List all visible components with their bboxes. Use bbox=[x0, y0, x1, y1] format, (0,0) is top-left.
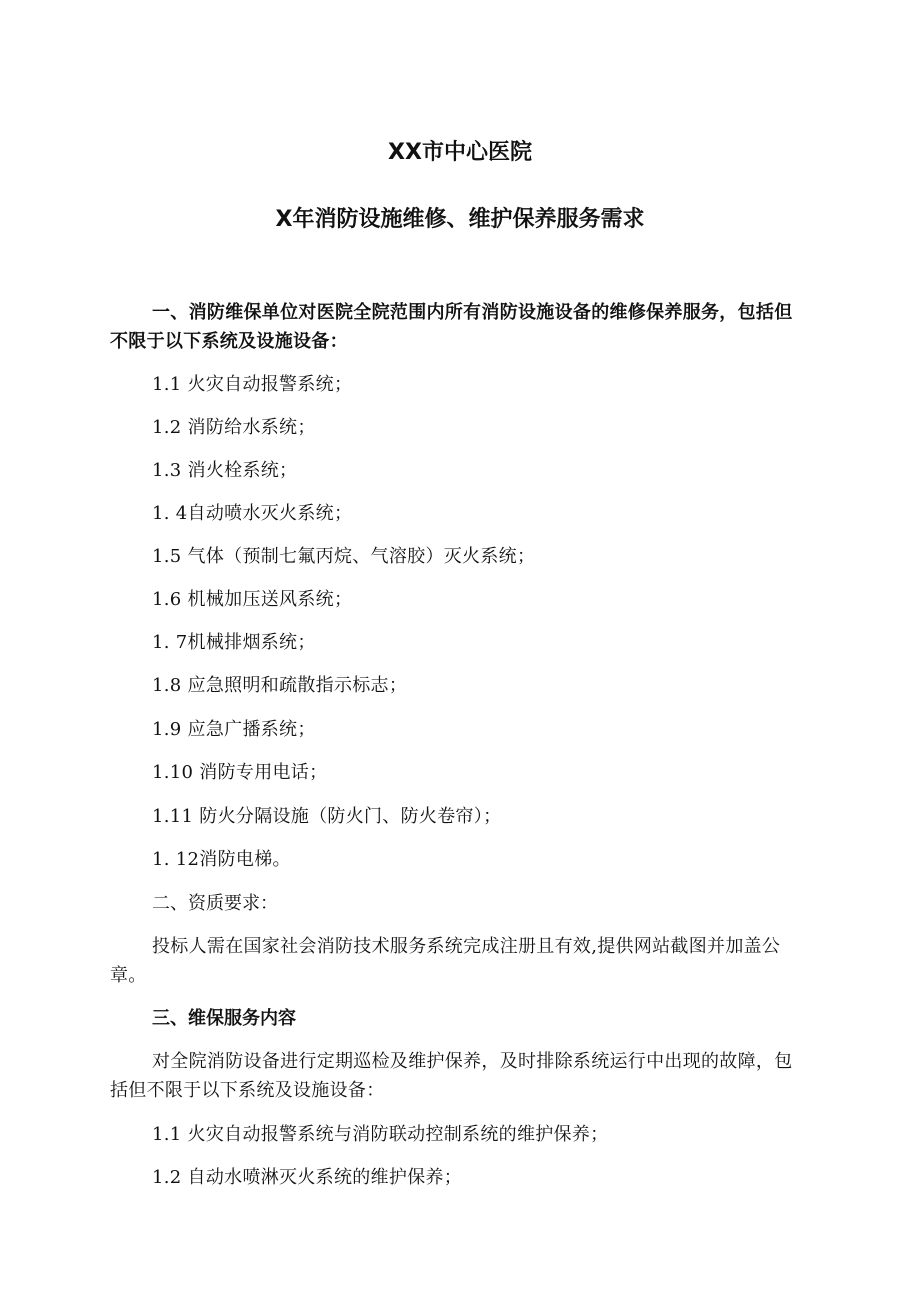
list-item: 1. 12消防电梯。 bbox=[152, 849, 291, 870]
list-item: 1.8 应急照明和疏散指示标志； bbox=[152, 675, 408, 696]
list-item: 1.1 火灾自动报警系统； bbox=[152, 374, 353, 395]
document-subtitle: X年消防设施维修、维护保养服务需求 bbox=[275, 207, 645, 232]
list-item: 1.10 消防专用电话； bbox=[152, 762, 328, 783]
list-item: 1.6 机械加压送风系统； bbox=[152, 589, 353, 610]
list-item: 1.11 防火分隔设施（防火门、防火卷帘）； bbox=[152, 806, 502, 827]
section-3-text: 对全院消防设备进行定期巡检及维护保养，及时排除系统运行中出现的故障，包括但不限于以下系统及设施设备： bbox=[110, 1051, 793, 1101]
list-item: 1.5 气体（预制七氟丙烷、气溶胶）灭火系统； bbox=[152, 546, 536, 567]
list-item: 1. 4自动喷水灭火系统； bbox=[152, 503, 353, 524]
section-2-text: 投标人需在国家社会消防技术服务系统完成注册且有效,提供网站截图并加盖公章。 bbox=[110, 936, 781, 986]
document-title: XX市中心医院 bbox=[388, 140, 532, 165]
list-item: 1.9 应急广播系统； bbox=[152, 719, 316, 740]
section-1-intro: 一、消防维保单位对医院全院范围内所有消防设施设备的维修保养服务，包括但不限于以下系统及设施设备： bbox=[110, 302, 793, 352]
list-item: 1.3 消火栓系统； bbox=[152, 460, 298, 481]
list-item: 1.2 消防给水系统； bbox=[152, 417, 316, 438]
section-2-heading: 二、资质要求： bbox=[152, 893, 278, 914]
section-3-heading: 三、维保服务内容 bbox=[152, 1008, 296, 1029]
list-item: 1. 7机械排烟系统； bbox=[152, 632, 316, 653]
list-item: 1.2 自动水喷淋灭火系统的维护保养； bbox=[152, 1167, 463, 1188]
list-item: 1.1 火灾自动报警系统与消防联动控制系统的维护保养； bbox=[152, 1124, 609, 1145]
